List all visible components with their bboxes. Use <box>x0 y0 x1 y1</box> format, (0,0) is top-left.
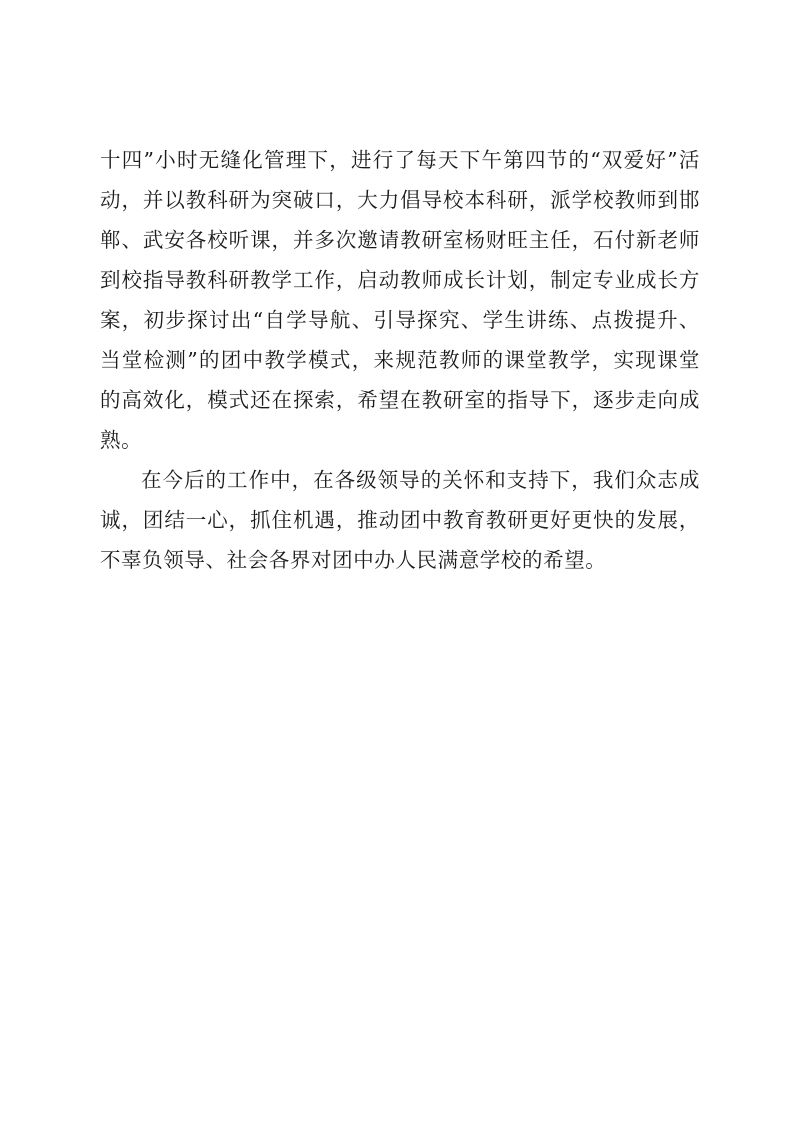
body-paragraph-1: 十四”小时无缝化管理下，进行了每天下午第四节的“双爱好”活动，并以教科研为突破口，大力倡导校本科研，派学校教师到邯郸、武安各校听课，并多次邀请教研室杨财旺主任，石付新老师到校指导教科研教学工作，启动教师成长计划，制定专业成长方案，初步探讨出“自学导航、引导探究、学生讲练、点拨提升、当堂检测”的团中教学模式，来规范教师的课堂教学，实现课堂的高效化，模式还在探索，希望在教研室的指导下，逐步走向成熟。 <box>100 148 700 452</box>
document-body <box>100 140 700 580</box>
body-paragraph-2: 在今后的工作中，在各级领导的关怀和支持下，我们众志成诚，团结一心，抓住机遇，推动团中教育教研更好更快的发展，不辜负领导、社会各界对团中办人民满意学校的希望。 <box>100 468 700 572</box>
